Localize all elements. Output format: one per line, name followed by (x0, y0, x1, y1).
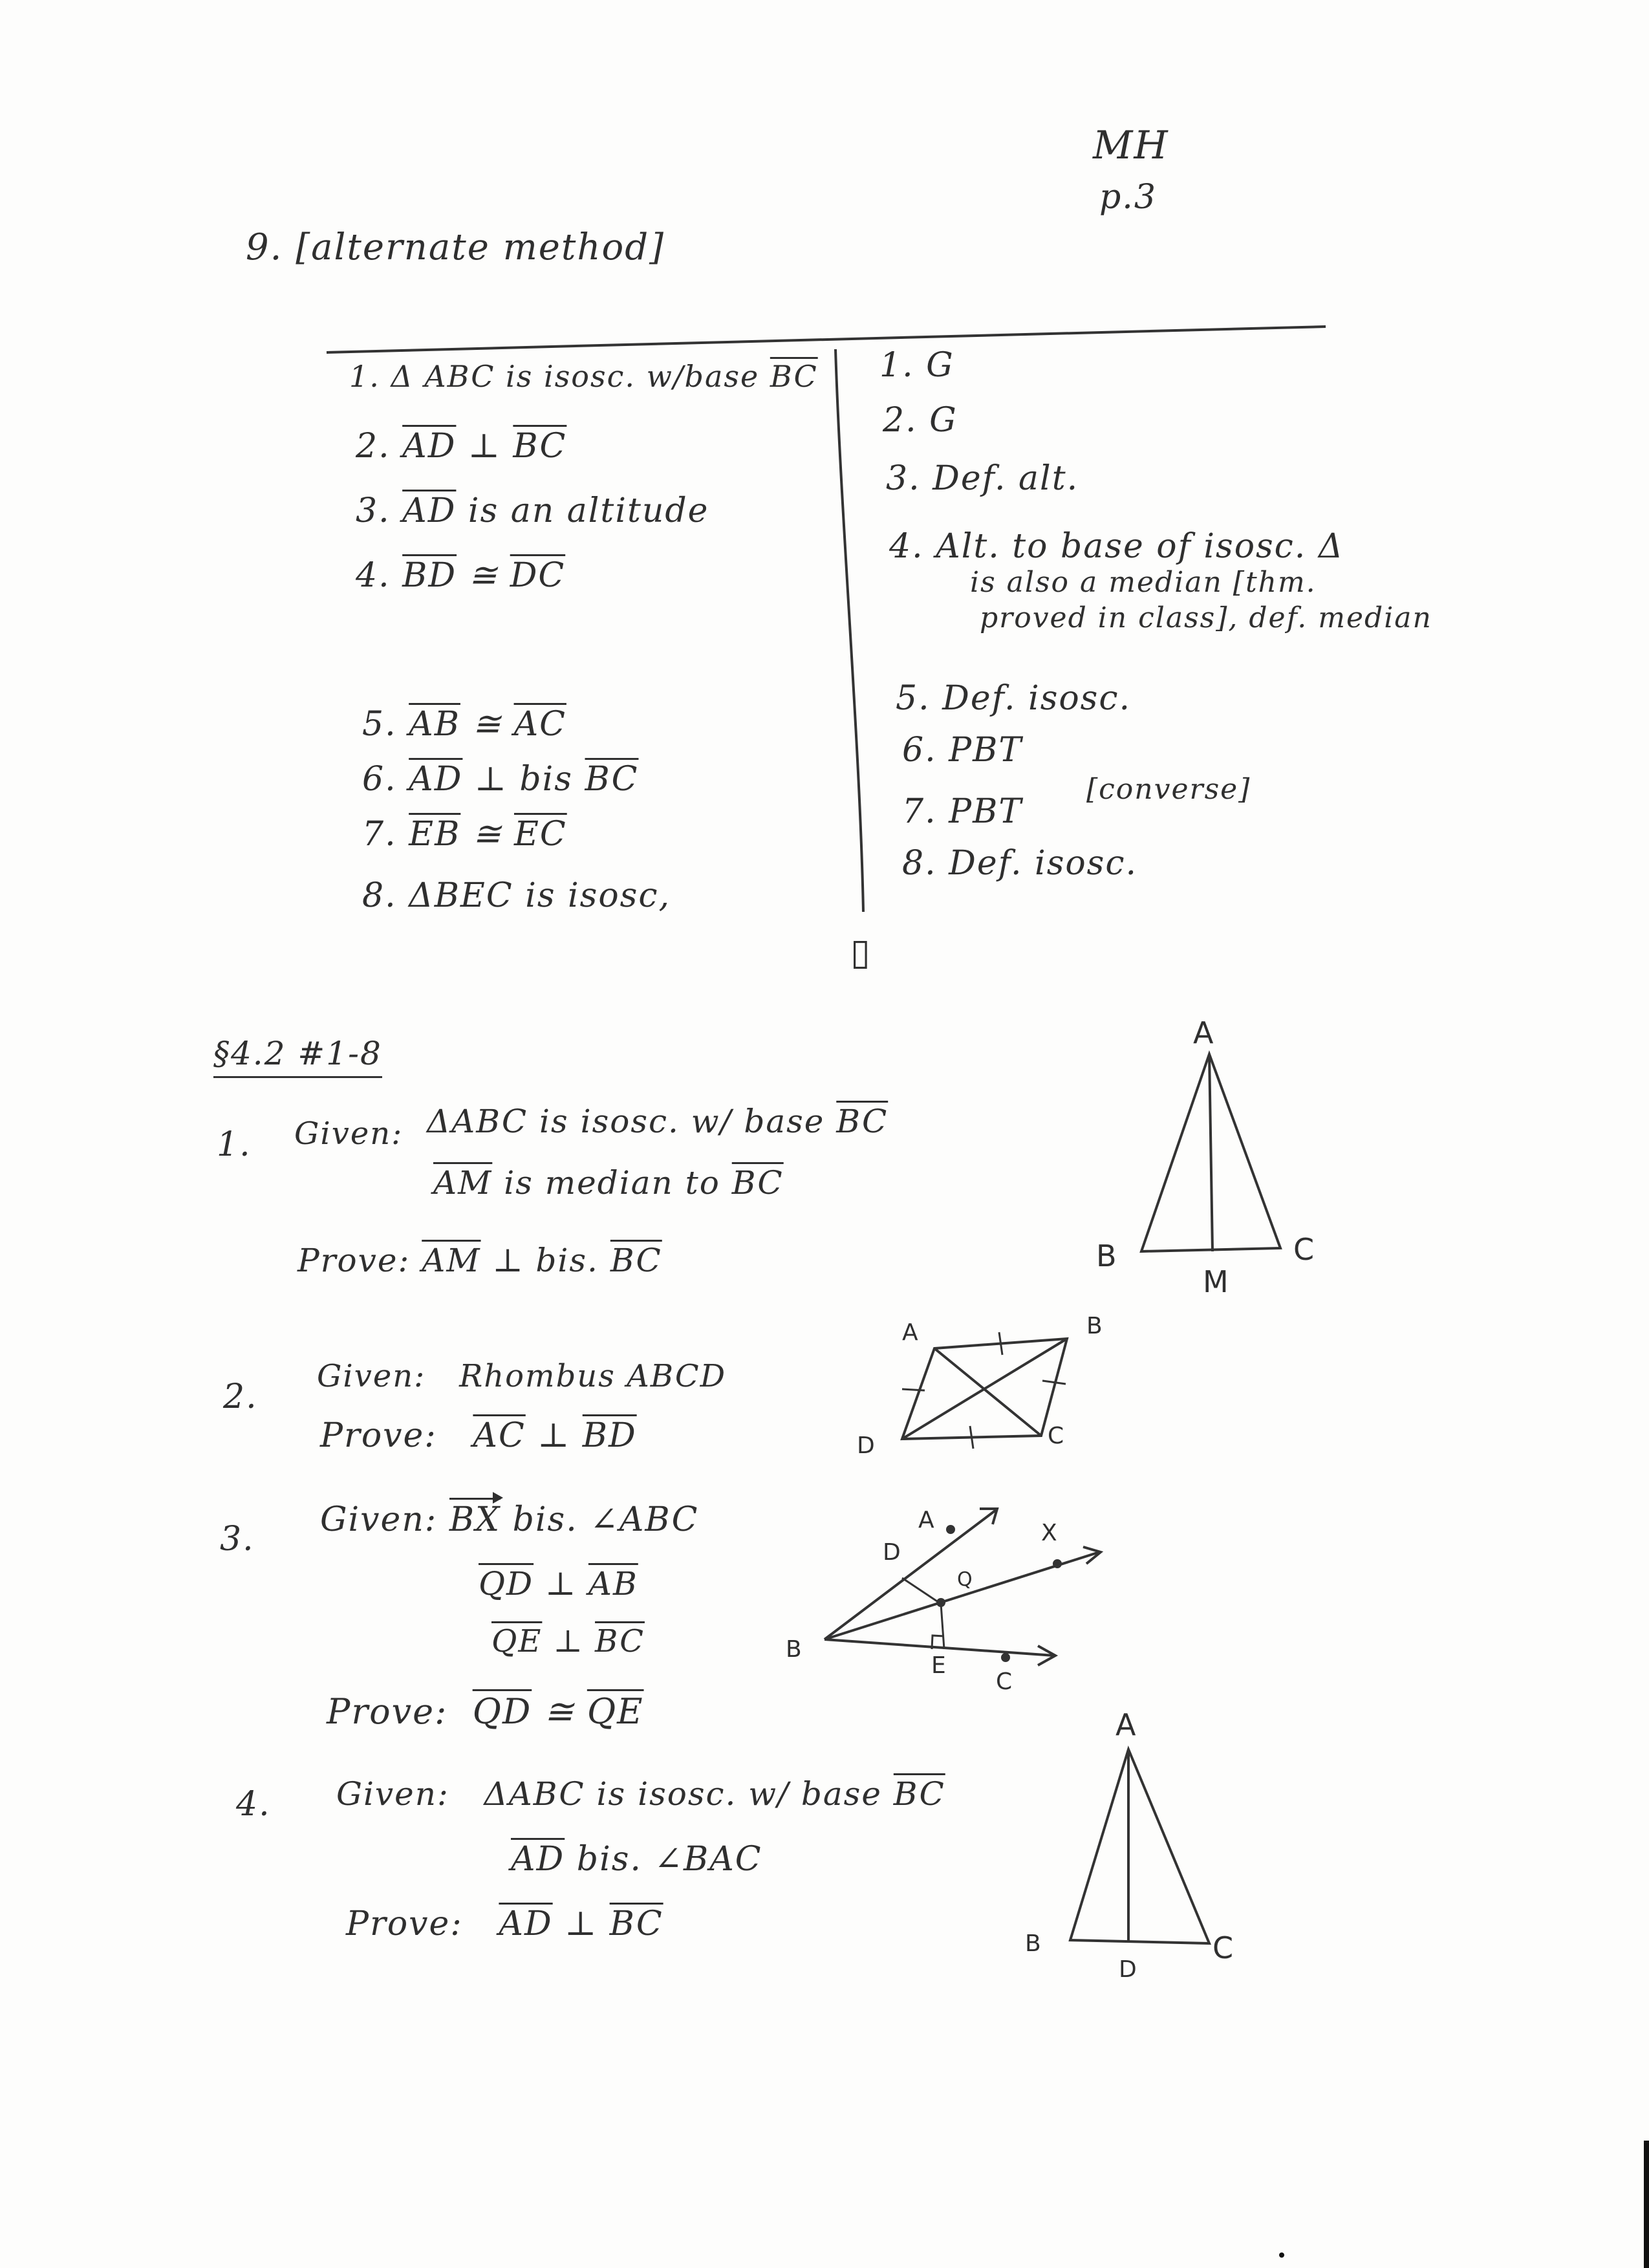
p4-label-c: C (1212, 1930, 1234, 1965)
p2-label-a: A (902, 1319, 918, 1346)
statement-4: 4. $\overline{BD}$ ≅ $\overline{DC}$ (356, 556, 566, 595)
reason-6: 6. PBT (902, 731, 1023, 770)
p1-label-c: C (1293, 1232, 1315, 1267)
p3-label-a: A (918, 1507, 934, 1533)
reason-2: 2. G (883, 401, 958, 440)
p3-label-e: E (931, 1652, 946, 1679)
p1-prove: Prove: $\overline{AM}$ ⊥ bis. $\overline{BC}$ (297, 1242, 662, 1279)
section-title: §4.2 #1-8 (213, 1035, 382, 1078)
p1-label-a: A (1193, 1015, 1214, 1050)
statement-6: 6. $\overline{AD}$ ⊥ bis $\overline{BC}$ (362, 760, 639, 799)
reason-8: 8. Def. isosc. (902, 844, 1138, 883)
reason-5: 5. Def. isosc. (896, 679, 1132, 718)
p2-rhombus-figure (902, 1332, 1067, 1449)
p1-label-m: M (1203, 1264, 1229, 1299)
p3-label-c: C (996, 1669, 1013, 1695)
page-number: p.3 (1099, 178, 1157, 217)
p1-given-2: $\overline{AM}$ is median to $\overline{BC}$ (433, 1164, 784, 1202)
statement-8: 8. ΔBEC is isosc, (362, 876, 671, 915)
p3-prove: Prove: $\overline{QD}$ ≅ $\overline{QE}$ (327, 1691, 644, 1732)
initials: MH (1093, 123, 1169, 168)
p1-given-1: ΔABC is isosc. w/ base $\overline{BC}$ (427, 1103, 889, 1140)
p2-number: 2. (223, 1377, 258, 1416)
p2-label-b: B (1086, 1313, 1103, 1339)
p3-label-q: Q (957, 1568, 973, 1591)
statement-5: 5. $\overline{AB}$ ≅ $\overline{AC}$ (362, 705, 566, 744)
scan-edge-mark (1644, 2141, 1649, 2268)
p4-triangle-figure (1070, 1749, 1209, 1943)
reason-4-cont-1: is also a median [thm. (970, 566, 1317, 599)
p3-number: 3. (220, 1520, 255, 1559)
p2-label-d: D (857, 1432, 875, 1459)
statement-2: 2. $\overline{AD}$ ⊥ $\overline{BC}$ (356, 427, 567, 466)
p3-label-b: B (786, 1636, 802, 1663)
p4-given-2: $\overline{AD}$ bis. ∠BAC (511, 1840, 762, 1879)
reason-4-cont-2: proved in class], def. median (980, 601, 1432, 634)
p2-given: Given: Rhombus ABCD (317, 1358, 727, 1394)
statement-7: 7. $\overline{EB}$ ≅ $\overline{EC}$ (362, 815, 567, 854)
p1-given-label: Given: (294, 1116, 404, 1152)
p4-prove: Prove: $\overline{AD}$ ⊥ $\overline{BC}$ (346, 1905, 663, 1943)
reason-3: 3. Def. alt. (886, 459, 1079, 498)
p3-label-x: X (1041, 1520, 1057, 1546)
problem-9-title: 9. [alternate method] (246, 226, 665, 268)
p1-triangle-figure (1141, 1054, 1280, 1251)
p4-number: 4. (236, 1785, 271, 1824)
p4-label-b: B (1025, 1930, 1041, 1957)
p4-label-a: A (1116, 1707, 1136, 1742)
p4-given-1: Given: ΔABC is isosc. w/ base $\overline{BC}$ (336, 1775, 945, 1813)
p2-label-c: C (1048, 1423, 1064, 1449)
reason-1: 1. G (879, 346, 954, 385)
p3-given-3: $\overline{QE}$ ⊥ $\overline{BC}$ (491, 1623, 645, 1659)
statement-1: 1. Δ ABC is isosc. w/base $\overline{BC}$ (349, 359, 818, 394)
scan-speck (1279, 2252, 1284, 2258)
p3-given-1: Given: BX bis. ∠ABC (320, 1500, 699, 1539)
p1-label-b: B (1096, 1238, 1117, 1273)
statement-3: 3. $\overline{AD}$ is an altitude (356, 491, 709, 530)
p3-given-2: $\overline{QD}$ ⊥ $\overline{AB}$ (479, 1565, 638, 1603)
qed-mark: ▯ (850, 931, 872, 973)
p1-number: 1. (217, 1125, 252, 1164)
p2-prove: Prove: $\overline{AC}$ ⊥ $\overline{BD}$ (320, 1416, 637, 1455)
reason-7-note: [converse] (1086, 773, 1251, 806)
p3-label-d: D (883, 1539, 901, 1566)
reason-4: 4. Alt. to base of isosc. Δ (889, 527, 1344, 566)
t-chart-horizontal-line (327, 327, 1326, 352)
p4-label-d: D (1119, 1956, 1137, 1983)
reason-7: 7. PBT (902, 792, 1023, 831)
t-chart-vertical-line (835, 349, 863, 912)
